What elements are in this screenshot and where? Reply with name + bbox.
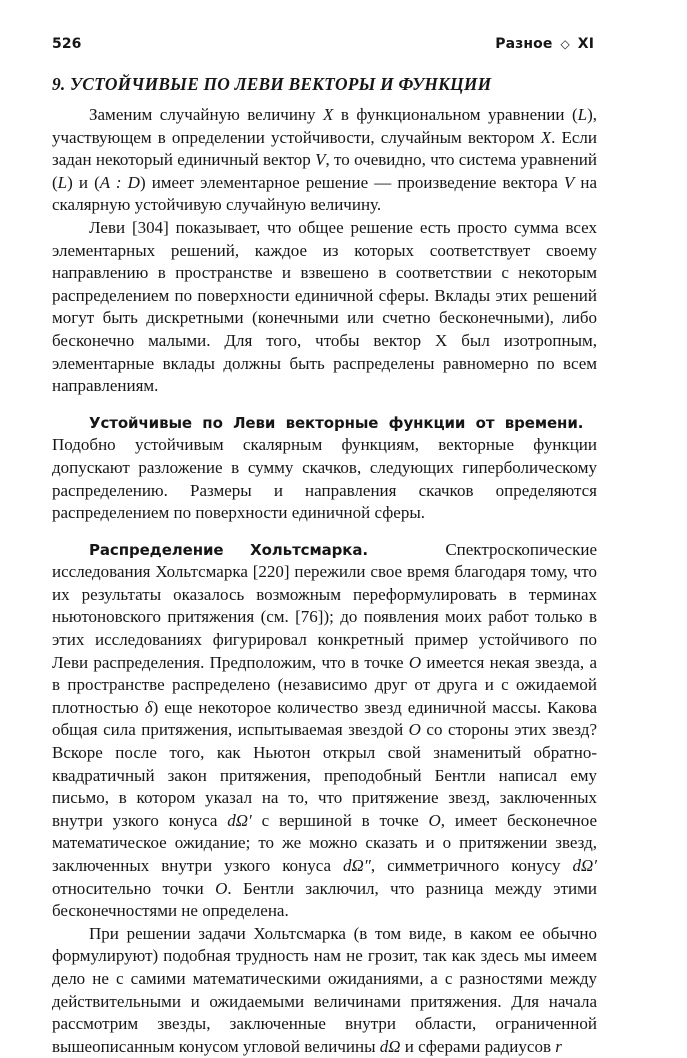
math-dOmega-prime: dΩ′ <box>572 856 597 875</box>
math-O: O <box>215 878 228 898</box>
math-dOmega-prime: dΩ′ <box>227 810 252 830</box>
paragraph-4: Распределение Хольтсмарка. Спектроскопические исследования Хольтсмарка [220] пережили свое время благодаря тому, что их результаты оказалось возможным переформулировать в терминах ньютоновского притяжения (см. [76]); до появления моих работ только в этих исследованиях фигурировал конкретный пример устойчивого по Леви распределения. Предположим, что в точке O имеется некая звезда, а в пространстве распределено (независимо друг от друга и с ожидаемой плотностью δ) еще некоторое количество звезд единичной массы. Какова общая сила притяжения, испытываемая звездой O со стороны этих звезд? Вскоре после того, как Ньютон открыл свой знаменитый обратно-квадратичный закон притяжения, преподобный Бентли написал ему письмо, в котором указал на то, что притяжение звезд, заключенных внутри узкого конуса dΩ′ с вершиной в точке O, имеет бесконечное математическое ожидание; то же можно сказать и о притяжении звезд, заключенных внутри узкого конуса dΩ″, симметричного конусу dΩ′ относительно точки O. Бентли заключил, что разница между этими бесконечностями не определена. <box>52 539 598 921</box>
math-dOmega: dΩ <box>379 1036 401 1056</box>
math-dOmega-double-prime: dΩ″ <box>342 856 371 875</box>
chapter-numeral: XI <box>577 36 594 52</box>
paragraph-1: Заменим случайную величину X в функциональном уравнении (L), участвующем в определении устойчивости, случайным вектором X. Если задан некоторый единичный вектор V, то очевидно, что система уравнений (L) и (A : D) имеет элементарное решение — произведение вектора V на скалярную устойчивую случайную величину. <box>52 105 598 215</box>
math-V: V <box>315 150 326 170</box>
math-V: V <box>563 172 575 192</box>
math-X: X <box>540 127 552 147</box>
running-head <box>52 36 594 52</box>
chapter-heading <box>495 36 594 52</box>
run-in-heading: Устойчивые по Леви векторные функции от времени. <box>89 413 584 432</box>
body-text <box>52 104 597 1058</box>
chapter-name: Разное <box>495 36 553 52</box>
diamond-icon: ◇ <box>560 37 570 51</box>
math-O: O <box>408 720 421 740</box>
math-L: L <box>577 105 588 124</box>
math-A-D: A : D <box>99 172 140 192</box>
paragraph-3: Устойчивые по Леви векторные функции от времени. Подобно устойчивым скалярным функциям, векторные функции допускают разложение в сумму скачков, следующих гиперболическому распределению. Размеры и направления скачков определяются распределением по поверхности единичной сферы. <box>52 413 597 523</box>
math-O: O <box>408 652 422 672</box>
math-L: L <box>57 172 68 192</box>
paragraph-2: Леви [304] показывает, что общее решение есть просто сумма всех элементарных решений, каждое из которых соответствует своему направлению в пространстве и взвешено в соответствии с некоторым распределением по поверхности единичной сферы. Вклады этих решений могут быть дискретными (конечными или счетно бесконечными), либо бесконечно малыми. Для того, чтобы вектор X был изотропным, элементарные вклады должны быть распределены равномерно по всем направлениям. <box>52 217 597 396</box>
run-in-heading: Распределение Хольтсмарка. <box>89 540 368 559</box>
math-O: O <box>428 810 441 830</box>
math-delta: δ <box>144 697 153 717</box>
math-X: X <box>323 105 334 124</box>
page-number: 526 <box>52 36 82 52</box>
section-title: 9. УСТОЙЧИВЫЕ ПО ЛЕВИ ВЕКТОРЫ И ФУНКЦИИ <box>52 74 492 94</box>
math-r: r <box>555 1036 562 1056</box>
paragraph-5: При решении задачи Хольтсмарка (в том виде, в каком ее обычно формулируют) подобная трудность нам не грозит, так как здесь мы имеем дело не с самими математическими ожиданиями, а с разностями между действительными и ожидаемыми величинами притяжения. Для начала рассмотрим звезды, заключенные внутри области, ограниченной вышеописанным конусом угловой величины dΩ и сферами радиусов r <box>52 923 597 1056</box>
